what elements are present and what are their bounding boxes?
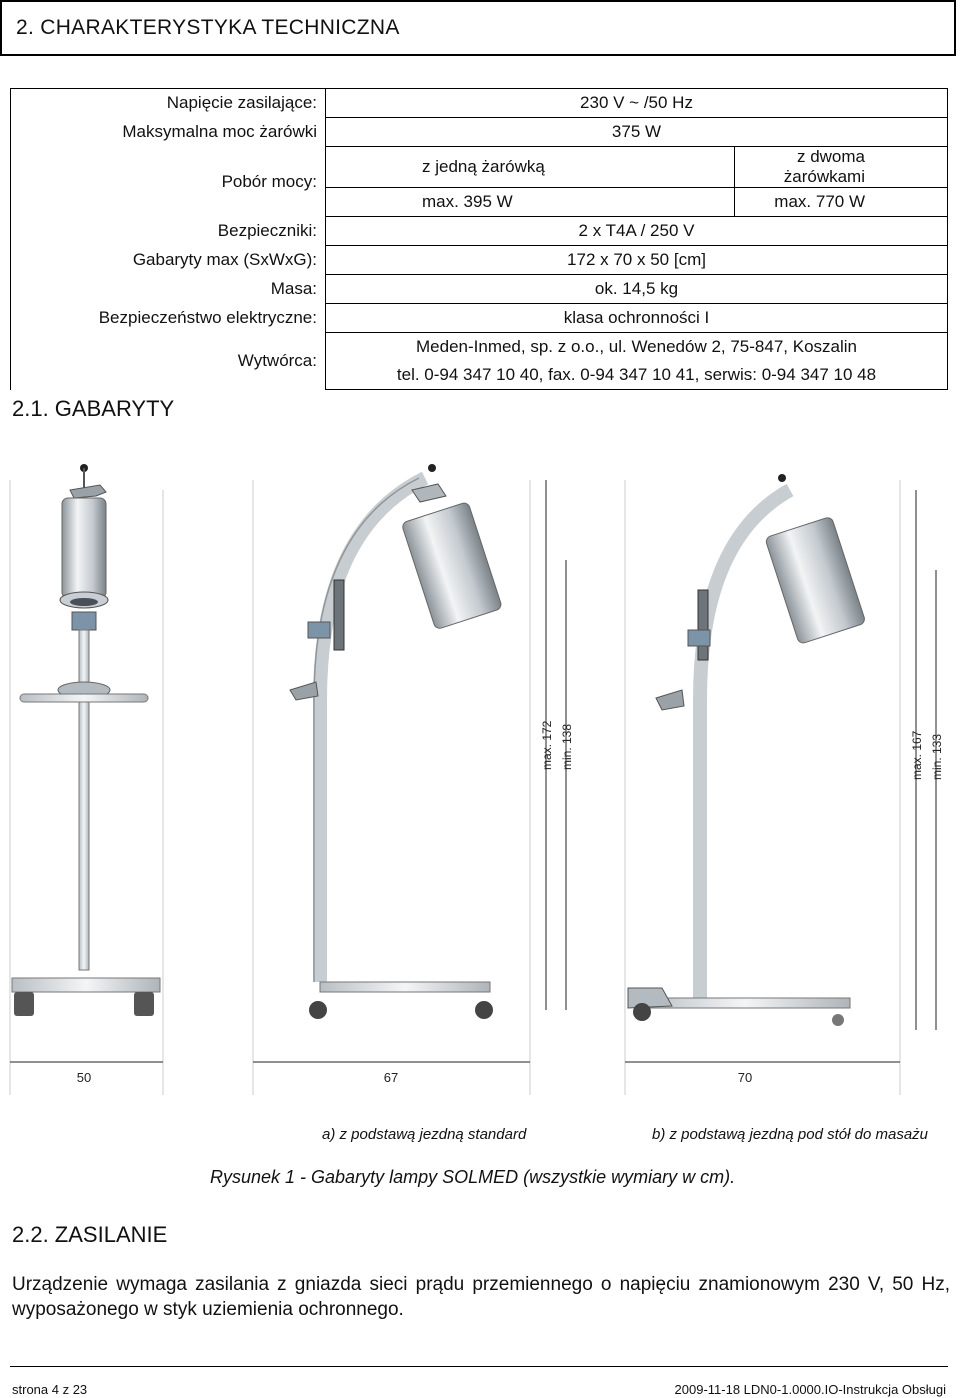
footer-divider bbox=[10, 1366, 948, 1367]
spec-label: Bezpieczniki: bbox=[11, 217, 326, 246]
caption-variant-b: b) z podstawą jezdną pod stół do masażu bbox=[652, 1126, 928, 1143]
width-b: 67 bbox=[383, 1070, 399, 1085]
spec-value: Meden-Inmed, sp. z o.o., ul. Wenedów 2, 75-847, Koszalin bbox=[326, 333, 948, 362]
spec-label: Gabaryty max (SxWxG): bbox=[11, 246, 326, 275]
spec-label: Pobór mocy: bbox=[11, 147, 326, 217]
spec-label: Bezpieczeństwo elektryczne: bbox=[11, 304, 326, 333]
spec-label: Wytwórca: bbox=[11, 333, 326, 390]
lamp-variant-c bbox=[628, 474, 866, 1026]
spec-value: 230 V ~ /50 Hz bbox=[326, 89, 948, 118]
spec-value: z jedną żarówką bbox=[326, 147, 735, 188]
height-b-min: min. 138 bbox=[560, 723, 574, 770]
zasilanie-text: Urządzenie wymaga zasilania z gniazda sieci prądu przemiennego o napięciu znamionowym 230 V, 50 Hz, wyposażonego w styk uziemienia ochronnego. bbox=[12, 1274, 950, 1320]
section-title: 2. CHARAKTERYSTYKA TECHNICZNA bbox=[16, 16, 400, 39]
spec-row-mass bbox=[11, 275, 948, 304]
page-number: strona 4 z 23 bbox=[12, 1382, 88, 1397]
spec-row-safety bbox=[11, 304, 948, 333]
lamp-variant-a bbox=[12, 464, 160, 1016]
spec-row-dimensions bbox=[11, 246, 948, 275]
spec-value: ok. 14,5 kg bbox=[326, 275, 948, 304]
spec-value: z dwoma żarówkami bbox=[735, 147, 948, 188]
spec-row-bulb-power bbox=[11, 118, 948, 147]
height-dimension-lines bbox=[546, 480, 936, 1030]
spec-value: tel. 0-94 347 10 40, fax. 0-94 347 10 41, serwis: 0-94 347 10 48 bbox=[326, 361, 948, 390]
height-c-max: max. 167 bbox=[910, 730, 924, 780]
caption-variant-a: a) z podstawą jezdną standard bbox=[322, 1126, 527, 1143]
document-id: 2009-11-18 LDN0-1.0000.IO-Instrukcja Obsługi bbox=[674, 1382, 946, 1397]
spec-value: max. 395 W bbox=[326, 188, 735, 217]
spec-value: max. 770 W bbox=[735, 188, 948, 217]
section-header bbox=[0, 0, 956, 56]
spec-value: 375 W bbox=[326, 118, 948, 147]
lamp-dimensions-figure bbox=[0, 450, 960, 1100]
spec-table bbox=[10, 88, 948, 390]
height-c-min: min. 133 bbox=[930, 733, 944, 780]
width-c: 70 bbox=[737, 1070, 753, 1085]
spec-label: Masa: bbox=[11, 275, 326, 304]
spec-value: 2 x T4A / 250 V bbox=[326, 217, 948, 246]
height-b-max: max. 172 bbox=[540, 720, 554, 770]
lamp-variant-b bbox=[290, 464, 502, 1019]
spec-row-consumption bbox=[11, 147, 948, 188]
zasilanie-heading: 2.2. ZASILANIE bbox=[12, 1222, 168, 1247]
figure-caption: Rysunek 1 - Gabaryty lampy SOLMED (wszystkie wymiary w cm). bbox=[210, 1167, 736, 1187]
spec-row-manufacturer bbox=[11, 333, 948, 362]
spec-label: Maksymalna moc żarówki bbox=[11, 118, 326, 147]
gabaryty-heading: 2.1. GABARYTY bbox=[12, 396, 175, 421]
spec-row-voltage bbox=[11, 89, 948, 118]
spec-label: Napięcie zasilające: bbox=[11, 89, 326, 118]
width-a: 50 bbox=[76, 1070, 92, 1085]
spec-value: 172 x 70 x 50 [cm] bbox=[326, 246, 948, 275]
spec-row-fuses bbox=[11, 217, 948, 246]
spec-value: klasa ochronności I bbox=[326, 304, 948, 333]
